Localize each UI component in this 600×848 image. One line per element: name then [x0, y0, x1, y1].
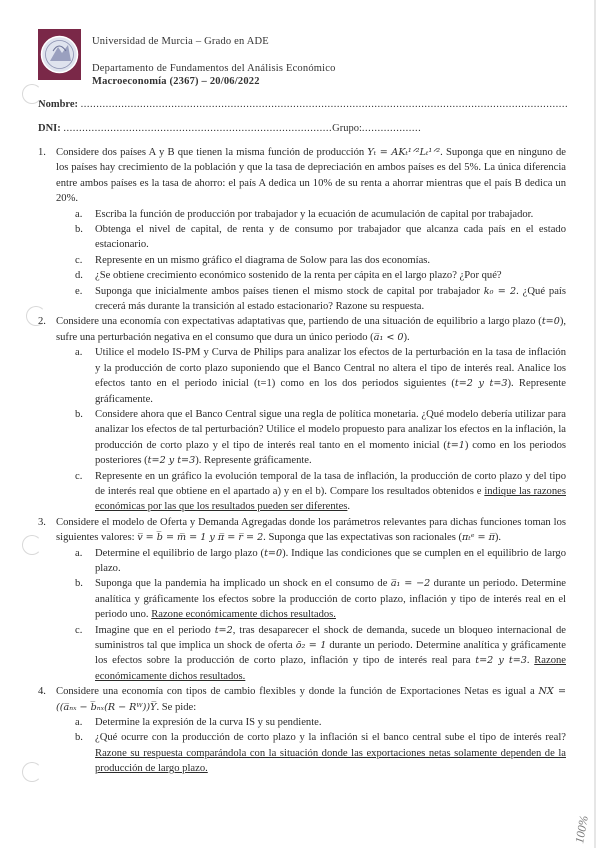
question-text: Determine el equilibrio de largo plazo (	[95, 547, 265, 559]
sub-question-letter: b.	[75, 578, 83, 590]
department-title: Departamento de Fundamentos del Análisis Económico	[92, 63, 336, 74]
question-4	[38, 684, 566, 776]
question-statement	[56, 314, 566, 345]
university-logo	[38, 29, 81, 80]
punch-hole	[22, 762, 42, 782]
question-text: ). Represente gráficamente.	[95, 378, 566, 405]
name-blank: ............................................................................................................................................................	[80, 99, 569, 110]
question-1	[38, 145, 566, 314]
math-expression: πₜᵉ = π̅	[462, 532, 495, 544]
question-number: 3.	[38, 516, 46, 528]
question-text: Suponga que inicialmente ambos países tienen el mismo stock de capital por trabajador	[95, 285, 484, 297]
sub-question	[75, 546, 566, 577]
question-text: .	[347, 501, 351, 513]
sub-question	[75, 730, 566, 776]
question-text: ). Represente gráficamente.	[195, 455, 312, 467]
question-text: durante un periodo. Determine analítica y gráficamente los efectos sobre la producción de corto plazo, inflación y tipo de interés real para	[95, 640, 566, 667]
question-text: durante un periodo. Determine analítica y gráficamente los efectos sobre la producción de corto plazo, inflación y tipo de interés real en el periodo uno.	[95, 578, 566, 621]
sub-question-letter: b.	[75, 732, 83, 744]
question-statement	[56, 684, 566, 715]
question-text: Considere el modelo de Oferta y Demanda Agregadas donde los parámetros relevantes para dichas funciones toman los siguientes valores:	[56, 516, 566, 544]
underlined-text: Razone económicamente dichos resultados.	[151, 609, 336, 621]
question-number: 2.	[38, 316, 46, 328]
sub-question	[75, 715, 566, 730]
sub-question	[75, 576, 566, 622]
math-expression: t=2 y t=3	[454, 378, 508, 390]
question-number: 4.	[38, 686, 46, 698]
question-text: Obtenga el nivel de capital, de renta y de consumo por trabajador que alcanza cada país en el estado estacionario.	[95, 224, 566, 251]
question-text: Utilice el modelo IS-PM y Curva de Philips para analizar los efectos de la perturbación en la tasa de inflación y la producción de corto plazo suponiendo que el Banco Central no altera el tipo de interés real. Analice los efectos tanto en el periodo inicial (t=1) como en los dos periodos siguientes (	[95, 347, 566, 390]
underlined-text: Razone económicamente dichos resultados.	[95, 655, 567, 682]
sub-question-letter: c.	[75, 254, 83, 266]
math-expression: NX = ((a̅ₙₓ − b̅ₙₓ(R − Rᵂ))Y̅	[56, 686, 566, 713]
question-text: ¿Se obtiene crecimiento económico sostenido de la renta per cápita en el largo plazo? ¿Por qué?	[95, 270, 502, 282]
math-expression: v̅ = b̅ = m̅ = 1 y π̅ = r̅ = 2	[137, 532, 264, 544]
question-text: Imagine que en el periodo	[95, 624, 215, 636]
punch-hole	[22, 535, 42, 555]
sub-question-letter: b.	[75, 408, 83, 420]
question-text: ).	[403, 331, 410, 343]
sub-question	[75, 345, 566, 407]
math-expression: t=1	[446, 439, 465, 451]
question-text: .	[526, 655, 535, 667]
handwritten-mark: 100%	[572, 814, 591, 845]
question-text: Considere dos países A y B que tienen la misma función de producción	[56, 147, 368, 158]
sub-question-letter: c.	[75, 624, 83, 636]
sub-question	[75, 284, 566, 315]
sub-question-letter: a.	[75, 347, 83, 359]
question-text: ). Indique las condiciones que se cumplen en el equilibrio de largo plazo.	[95, 547, 566, 574]
sub-question	[75, 253, 566, 268]
question-text: . Suponga que en ninguno de los países hay crecimiento de la población y que la tasa de depreciación en ambos países es del 5%. La única diferencia entre ambos países es la tasa de ahorro: el país A dedica un 10% de su renta a ahorrar mientras que el país B dedica un 20%.	[56, 147, 566, 205]
sub-question-letter: d.	[75, 270, 83, 282]
name-field[interactable]	[38, 99, 568, 110]
question-text: , tras desaparecer el shock de demanda, sucede un bloqueo internacional de suministros tal que implica un shock de oferta	[95, 624, 566, 651]
question-number: 1.	[38, 147, 46, 158]
question-text: ), sufre una perturbación negativa en el consumo que dura un único periodo (	[56, 316, 566, 343]
question-list	[38, 145, 567, 777]
sub-question	[75, 222, 566, 253]
question-text: . Se pide:	[156, 701, 197, 713]
sub-question	[75, 268, 566, 283]
math-expression: ō₂ = 1	[295, 640, 327, 651]
sub-question	[75, 469, 566, 515]
question-3	[38, 515, 567, 684]
scan-edge	[594, 0, 596, 848]
sub-question	[75, 623, 567, 685]
question-statement	[56, 145, 566, 207]
sub-question-letter: a.	[75, 208, 83, 220]
question-text: Escriba la función de producción por trabajador y la ecuación de acumulación de capital por trabajador.	[95, 208, 534, 220]
question-text: Considere una economía con tipos de cambio flexibles y donde la función de Exportaciones Netas es igual a	[56, 686, 539, 698]
math-expression: k₀ = 2	[483, 285, 517, 297]
math-expression: t=2	[214, 624, 233, 636]
math-expression: Yₜ = AKₜ¹ᐟ²Lₜ¹ᐟ²	[367, 147, 441, 158]
sub-question	[75, 407, 566, 469]
sub-question-letter: a.	[75, 547, 83, 559]
question-text: Suponga que la pandemia ha implicado un shock en el consumo de	[95, 578, 391, 590]
sub-question	[75, 207, 566, 222]
group-label: Grupo:	[332, 123, 362, 134]
dni-field[interactable]	[38, 123, 421, 134]
question-2	[38, 314, 566, 514]
university-title: Universidad de Murcia – Grado en ADE	[92, 36, 269, 47]
dni-blank: ......................................................................................	[63, 123, 333, 134]
math-expression: t=2 y t=3	[475, 655, 527, 667]
question-text: Represente en un gráfico la evolución temporal de la tasa de inflación, la producción de corto plazo y del tipo de interés real que obtiene en el apartado a) y en el b). Compare los resultados obtenidos e	[95, 470, 566, 497]
question-text: . ¿Qué país crecerá más durante la transición al estado estacionario? Razone su respuesta.	[95, 285, 566, 313]
question-text: Considere ahora que el Banco Central sigue una regla de política monetaria. ¿Qué modelo debería utilizar para analizar los efectos de tal perturbación? Utilice el modelo propuesto para analizar los efectos en la inflación, la producción de corto plazo y el tipo de interés real tanto en el momento inicial (	[95, 408, 566, 451]
group-blank: ...................	[361, 123, 422, 134]
question-text: Considere una economía con expectativas adaptativas que, partiendo de una situación de equilibrio a largo plazo (	[56, 316, 542, 328]
name-label: Nombre:	[38, 99, 79, 110]
course-title: Macroeconomía (2367) – 20/06/2022	[92, 76, 260, 87]
sub-question-letter: c.	[75, 470, 83, 482]
question-text: Represente en un mismo gráfico el diagrama de Solow para las dos economías.	[95, 254, 431, 266]
sub-question-letter: b.	[75, 224, 83, 236]
sub-question-letter: a.	[75, 717, 83, 729]
question-text: ).	[494, 532, 502, 544]
question-text: . Suponga que las expectativas son racionales (	[263, 532, 463, 544]
math-expression: a̅₁ < 0	[373, 331, 404, 343]
punch-hole	[22, 84, 42, 104]
sub-question-letter: e.	[75, 285, 83, 297]
underlined-text: indique las razones económicas por las que los resultados pueden ser diferentes	[95, 485, 566, 513]
math-expression: t=0	[541, 316, 560, 328]
underlined-text: Razone su respuesta comparándola con la situación donde las exportaciones netas solamente dependen de la producción de largo plazo.	[95, 747, 566, 775]
question-text: Determine la expresión de la curva IS y su pendiente.	[95, 717, 322, 729]
math-expression: t=0	[264, 547, 283, 559]
question-statement	[56, 515, 566, 546]
math-expression: t=2 y t=3	[147, 455, 196, 467]
question-text: ) como en los periodos posteriores (	[95, 439, 566, 467]
dni-label: DNI:	[38, 123, 61, 134]
question-text: ¿Qué ocurre con la producción de corto plazo y la inflación si el banco central sube el tipo de interés real?	[95, 732, 566, 744]
math-expression: a̅₁ = −2	[390, 578, 431, 590]
